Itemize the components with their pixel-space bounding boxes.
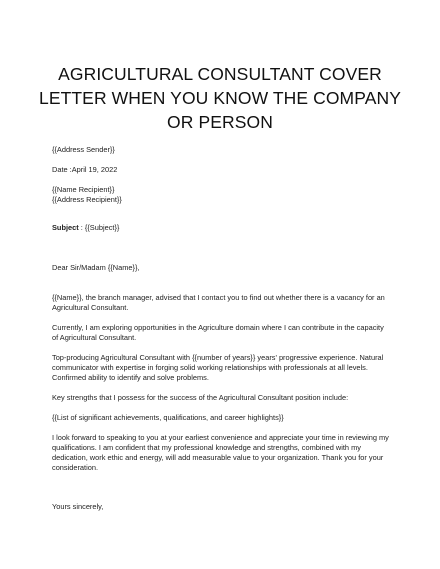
subject-label: Subject <box>52 223 79 232</box>
date-line <box>52 165 117 175</box>
paragraph-line: Top-producing Agricultural Consultant with {{number of years}} years' progressive experience. Natural <box>52 353 384 362</box>
paragraph-line: Currently, I am exploring opportunities in the Agriculture domain where I can contribute in the capacity <box>52 323 384 332</box>
paragraph-line: Key strengths that I possess for the success of the Agricultural Consultant position include: <box>52 393 349 402</box>
paragraph-line: qualifications. I am confident that my professional knowledge and strengths, combined with my <box>52 443 361 452</box>
sender-address: {{Address Sender}} <box>52 145 115 154</box>
title-line: AGRICULTURAL CONSULTANT COVER <box>58 64 382 84</box>
paragraph-line: Agricultural Consultant. <box>52 303 129 312</box>
recipient-address: {{Address Recipient}} <box>52 195 122 204</box>
paragraph-line: {{Name}}, the branch manager, advised that I contact you to find out whether there is a vacancy for an <box>52 293 385 302</box>
recipient-name: {{Name Recipient}} <box>52 185 115 194</box>
paragraph-line: communicator with expertise in forging solid working relationships with professionals at all levels. <box>52 363 368 372</box>
salutation: Dear Sir/Madam {{Name}}, <box>52 263 140 272</box>
title-line: LETTER WHEN YOU KNOW THE COMPANY <box>39 88 401 108</box>
title-line: OR PERSON <box>167 112 273 132</box>
paragraph-line: of Agricultural Consultant. <box>52 333 137 342</box>
paragraph-line: Confirmed ability to identify and solve problems. <box>52 373 209 382</box>
subject-line <box>52 223 119 233</box>
paragraph-line: {{List of significant achievements, qualifications, and career highlights}} <box>52 413 284 422</box>
date-value: April 19, 2022 <box>71 165 118 174</box>
subject-value: : {{Subject}} <box>78 223 120 232</box>
document-title <box>30 62 410 134</box>
paragraph-line: I look forward to speaking to you at your earliest convenience and appreciate your time in reviewing my <box>52 433 389 442</box>
paragraph-line: dedication, work ethic and energy, will add measurable value to your organization. Thank you for your <box>52 453 384 462</box>
date-label: Date : <box>52 165 72 174</box>
paragraph-line: consideration. <box>52 463 99 472</box>
closing: Yours sincerely, <box>52 502 104 511</box>
